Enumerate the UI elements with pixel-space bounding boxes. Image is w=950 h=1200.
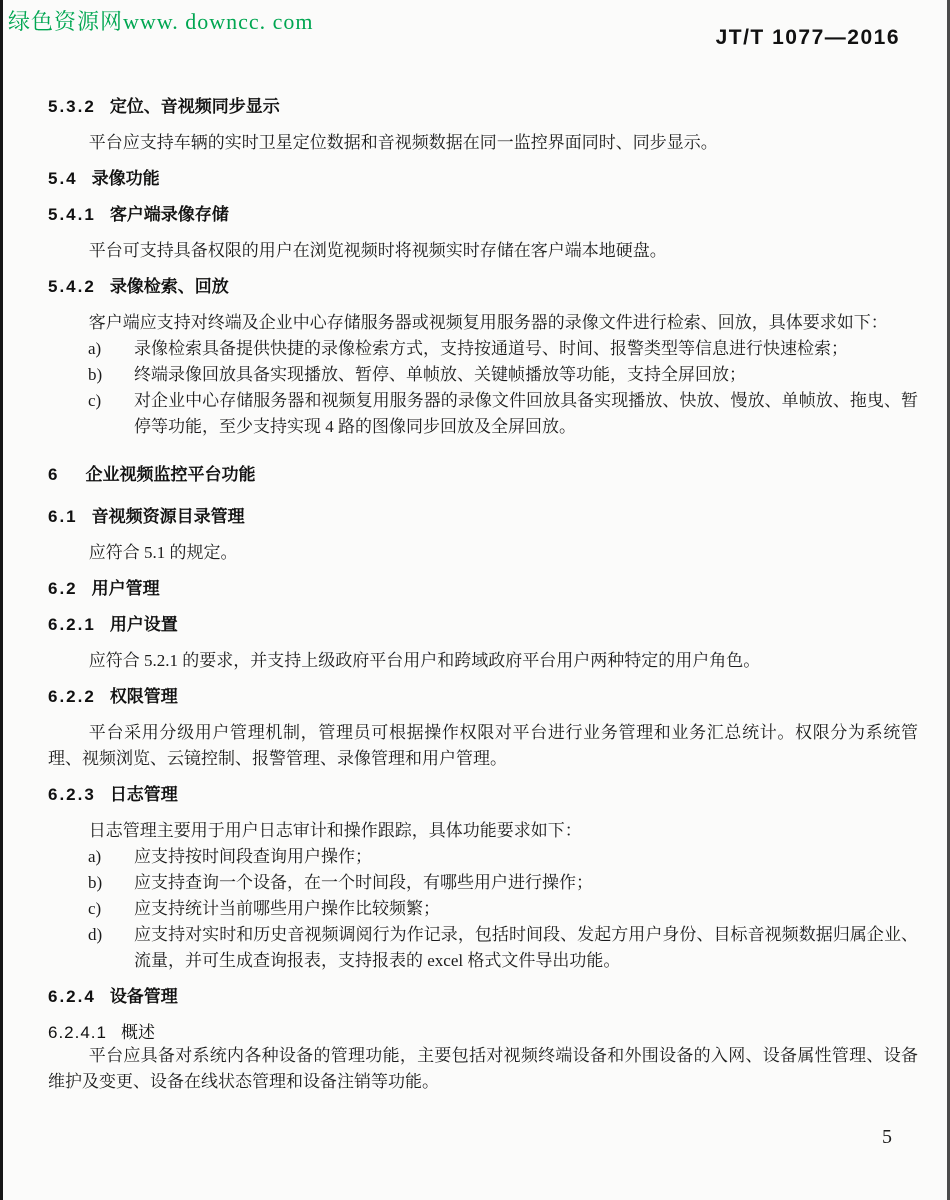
list-item <box>48 388 918 440</box>
heading-number: 6.2.4 <box>48 987 96 1006</box>
section-heading <box>48 94 918 120</box>
list-item <box>48 922 918 974</box>
list-item-marker: d) <box>88 925 103 944</box>
list-item-marker: c) <box>88 899 102 918</box>
list-item <box>48 844 918 870</box>
list-item <box>48 362 918 388</box>
heading-title: 定位、音视频同步显示 <box>109 97 280 116</box>
section-heading <box>48 984 918 1010</box>
heading-title: 用户管理 <box>91 579 160 598</box>
heading-number: 5.4.1 <box>48 205 96 224</box>
paragraph: 平台应具备对系统内各种设备的管理功能，主要包括对视频终端设备和外围设备的入网、设备属性管理、设备维护及变更、设备在线状态管理和设备注销等功能。 <box>48 1046 918 1091</box>
section-heading <box>48 166 918 192</box>
paragraph: 日志管理主要用于用户日志审计和操作跟踪，具体功能要求如下： <box>88 821 582 840</box>
heading-number: 6 <box>48 465 60 484</box>
page-number: 5 <box>882 1126 892 1148</box>
section-heading <box>48 202 918 228</box>
list-item-marker: c) <box>88 391 102 410</box>
section-heading <box>48 612 918 638</box>
heading-number: 5.4 <box>48 169 78 188</box>
heading-title: 日志管理 <box>109 785 178 804</box>
section-heading <box>48 504 918 530</box>
list-item-marker: b) <box>88 873 103 892</box>
list-item <box>48 896 918 922</box>
heading-number: 6.2 <box>48 579 78 598</box>
list-item <box>48 336 918 362</box>
section-heading <box>48 274 918 300</box>
heading-title: 音视频资源目录管理 <box>91 507 245 526</box>
heading-title: 录像功能 <box>91 169 160 188</box>
watermark-text: 绿色资源网www. downcc. com <box>8 9 314 34</box>
paragraph: 平台应支持车辆的实时卫星定位数据和音视频数据在同一监控界面同时、同步显示。 <box>88 133 718 152</box>
heading-number: 5.3.2 <box>48 97 96 116</box>
heading-title: 录像检索、回放 <box>109 277 229 296</box>
list-item-text: 录像检索具备提供快捷的录像检索方式，支持按通道号、时间、报警类型等信息进行快速检索； <box>134 339 848 358</box>
section-heading <box>48 462 918 488</box>
heading-number: 5.4.2 <box>48 277 96 296</box>
heading-number: 6.2.1 <box>48 615 96 634</box>
heading-title: 企业视频监控平台功能 <box>85 465 256 484</box>
standard-number: JT/T 1077—2016 <box>715 26 900 49</box>
heading-number: 6.2.2 <box>48 687 96 706</box>
list-item <box>48 870 918 896</box>
heading-number: 6.2.4.1 <box>48 1023 107 1042</box>
heading-title: 客户端录像存储 <box>109 205 229 224</box>
list-item-text: 应支持对实时和历史音视频调阅行为作记录，包括时间段、发起方用户身份、目标音视频数据归属企业、流量，并可生成查询报表，支持报表的 excel 格式文件导出功能。 <box>134 925 918 970</box>
paragraph: 平台采用分级用户管理机制，管理员可根据操作权限对平台进行业务管理和业务汇总统计。权限分为系统管理、视频浏览、云镜控制、报警管理、录像管理和用户管理。 <box>48 723 918 768</box>
heading-number: 6.2.3 <box>48 785 96 804</box>
section-heading <box>48 684 918 710</box>
list-item-marker: a) <box>88 339 102 358</box>
paragraph: 平台可支持具备权限的用户在浏览视频时将视频实时存储在客户端本地硬盘。 <box>88 241 667 260</box>
list-item-text: 终端录像回放具备实现播放、暂停、单帧放、关键帧播放等功能，支持全屏回放； <box>134 365 746 384</box>
section-heading <box>48 782 918 808</box>
heading-number: 6.1 <box>48 507 78 526</box>
heading-title: 用户设置 <box>109 615 178 634</box>
list-item-marker: a) <box>88 847 102 866</box>
paragraph: 客户端应支持对终端及企业中心存储服务器或视频复用服务器的录像文件进行检索、回放，具体要求如下： <box>88 313 888 332</box>
paragraph: 应符合 5.2.1 的要求，并支持上级政府平台用户和跨域政府平台用户两种特定的用户角色。 <box>88 651 761 670</box>
list-item-text: 应支持按时间段查询用户操作； <box>134 847 372 866</box>
list-item-text: 应支持查询一个设备，在一个时间段，有哪些用户进行操作； <box>134 873 593 892</box>
paragraph: 应符合 5.1 的规定。 <box>88 543 238 562</box>
list-item-marker: b) <box>88 365 103 384</box>
heading-title: 设备管理 <box>109 987 178 1006</box>
list-item-text: 应支持统计当前哪些用户操作比较频繁； <box>134 899 440 918</box>
section-heading <box>48 576 918 602</box>
heading-title: 权限管理 <box>109 687 178 706</box>
list-item-text: 对企业中心存储服务器和视频复用服务器的录像文件回放具备实现播放、快放、慢放、单帧放、拖曳、暂停等功能，至少支持实现 4 路的图像同步回放及全屏回放。 <box>134 391 918 436</box>
heading-title: 概述 <box>121 1023 155 1042</box>
